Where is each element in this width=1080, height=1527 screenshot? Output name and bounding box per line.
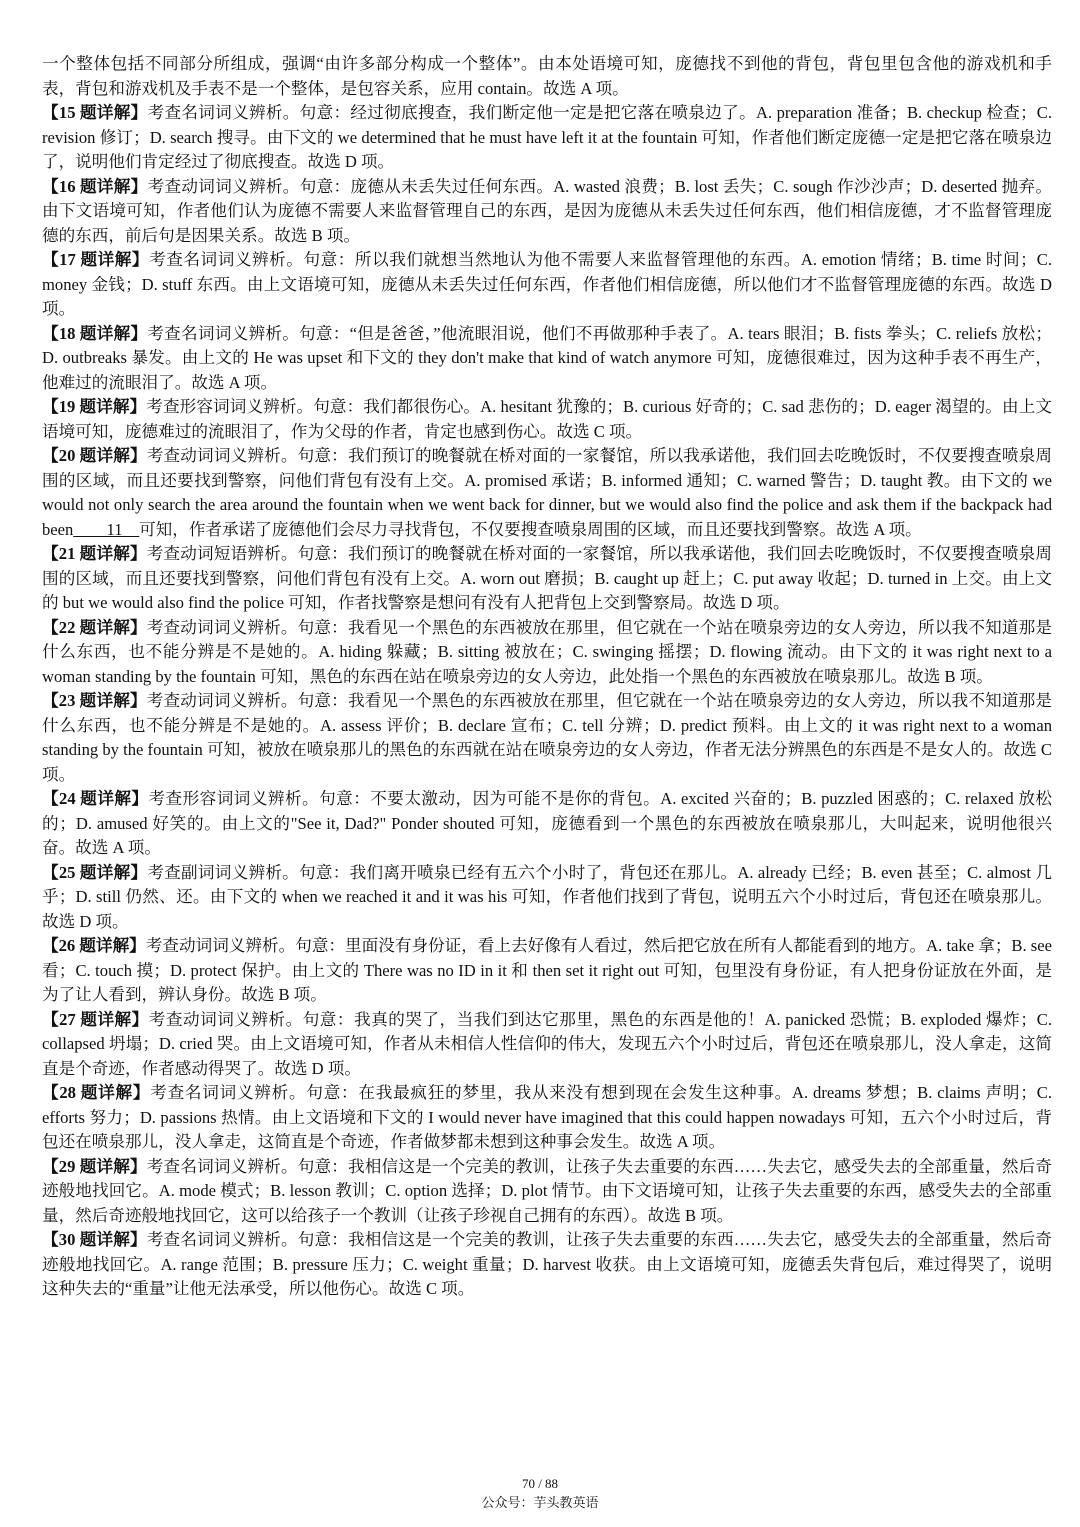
question-tag: 【26 题详解】 bbox=[42, 936, 146, 955]
explanation-text: 考查动词词义辨析。句意：我看见一个黑色的东西被放在那里，但它就在一个站在喷泉旁边的女人旁边，所以我不知道那是什么东西，也不能分辨是不是她的。A. hiding 躲藏；B. sitting 被放在；C. swinging 摇摆；D. flowing 流动。由下文的 it was right next to a woman standing by the fountain 可知，黑色的东西在站在喷泉旁边的女人旁边，此处指一个黑色的东西被放在喷泉那儿。故选 B 项。 bbox=[42, 617, 1052, 686]
document-body bbox=[42, 52, 1052, 1302]
explanation-text: 考查名词词义辨析。句意：我相信这是一个完美的教训，让孩子失去重要的东西……失去它，感受失去的全部重量，然后奇迹般地找回它。A. range 范围；B. pressure 压力；C. weight 重量；D. harvest 收获。由上文语境可知，庞德丢失背包后，难过得哭了，说明这种失去的“重量”让他无法承受，所以他伤心。故选 C 项。 bbox=[42, 1230, 1053, 1298]
explanation-25 bbox=[42, 861, 1052, 935]
explanation-21 bbox=[42, 542, 1052, 616]
explanation-text: 考查动词词义辨析。句意：庞德从未丢失过任何东西。A. wasted 浪费；B. lost 丢失；C. sough 作沙沙声；D. deserted 抛弃。由下文语境可知，作者他们认为庞德不需要人来监督管理自己的东西，是因为庞德从未丢失过任何东西，他们相信庞德，才不监督管理庞德的东西，前后句是因果关系。故选 B 项。 bbox=[42, 176, 1052, 245]
explanation-29 bbox=[42, 1155, 1052, 1229]
explanation-text: 考查动词词义辨析。句意：我看见一个黑色的东西被放在那里，但它就在一个站在喷泉旁边的女人旁边，所以我不知道那是什么东西，也不能分辨是不是她的。A. assess 评价；B. declare 宣布；C. tell 分辨；D. predict 预料。由上文的 it was right next to a woman standing by the fountain 可知，被放在喷泉那儿的黑色的东西就在站在喷泉旁边的女人旁边，作者无法分辨黑色的东西是不是女人的。故选 C 项。 bbox=[42, 691, 1052, 784]
explanation-17 bbox=[42, 248, 1052, 322]
intro-paragraph: 一个整体包括不同部分所组成，强调“由许多部分构成一个整体”。由本处语境可知，庞德找不到他的背包，背包里包含他的游戏机和手表，背包和游戏机及手表不是一个整体，是包容关系，应用 contain。故选 A 项。 bbox=[42, 54, 1052, 98]
explanation-text-after: 可知，作者承诺了庞德他们会尽力寻找背包，不仅要搜查喷泉周围的区域，而且还要找到警察。故选 A 项。 bbox=[139, 519, 922, 539]
question-tag: 【30 题详解】 bbox=[42, 1230, 147, 1249]
question-tag: 【18 题详解】 bbox=[42, 323, 148, 343]
question-tag: 【16 题详解】 bbox=[42, 176, 148, 196]
question-tag: 【15 题详解】 bbox=[42, 103, 148, 122]
explanation-19 bbox=[42, 395, 1052, 444]
explanation-text: 考查名词词义辨析。句意：我相信这是一个完美的教训，让孩子失去重要的东西……失去它，感受失去的全部重量，然后奇迹般地找回它。A. mode 模式；B. lesson 教训；C. option 选择；D. plot 情节。由下文语境可知，让孩子失去重要的东西，感受失去的全部重量，然后奇迹般地找回它，这可以给孩子一个教训（让孩子珍视自己拥有的东西）。故选 B 项。 bbox=[42, 1156, 1053, 1225]
page-number: 70 / 88 bbox=[521, 1476, 559, 1491]
explanation-27 bbox=[42, 1008, 1052, 1082]
explanation-text: 考查动词短语辨析。句意：我们预订的晚餐就在桥对面的一家餐馆，所以我承诺他，我们回去吃晚饭时，不仅要搜查喷泉周围的区域，而且还要找到警察，问他们背包有没有上交。A. worn out 磨损；B. caught up 赶上；C. put away 收起；D. turned in 上交。由上文的 but we would also find the police 可知，作者找警察是想问有没有人把背包上交到警察局。故选 D 项。 bbox=[42, 544, 1052, 612]
explanation-text: 考查副词词义辨析。句意：我们离开喷泉已经有五六个小时了，背包还在那儿。A. already 已经；B. even 甚至；C. almost 几乎；D. still 仍然、还。由下文的 when we reached it and it was his 可知，作者他们找到了背包，说明五六个小时过后，背包还在喷泉那儿。故选 D 项。 bbox=[42, 862, 1052, 931]
footer-account: 公众号：芋头教英语 bbox=[481, 1495, 599, 1510]
explanation-20 bbox=[42, 444, 1052, 542]
explanation-text: 考查名词词义辨析。句意：在我最疯狂的梦里，我从来没有想到现在会发生这种事。A. dreams 梦想；B. claims 声明；C. efforts 努力；D. passions 热情。由上文语境和下文的 I would never have imagined that this could happen nowadays 可知，五六个小时过后，背包还在喷泉那儿，没人拿走，这简直是个奇迹，作者做梦都未想到这种事会发生。故选 A 项。 bbox=[42, 1083, 1053, 1151]
explanation-23 bbox=[42, 689, 1052, 787]
explanation-24 bbox=[42, 787, 1052, 861]
answer-blank: ____11__ bbox=[73, 519, 140, 539]
question-tag: 【27 题详解】 bbox=[42, 1009, 149, 1029]
explanation-text: 考查名词词义辨析。句意：所以我们就想当然地认为他不需要人来监督管理他的东西。A. emotion 情绪；B. time 时间；C. money 金钱；D. stuff 东西。由上文语境可知，庞德从未丢失过任何东西，作者他们相信庞德，所以他们才不监督管理庞德的东西。故选 D 项。 bbox=[42, 250, 1052, 318]
explanation-text: 考查动词词义辨析。句意：我真的哭了，当我们到达它那里，黑色的东西是他的！A. panicked 恐慌；B. exploded 爆炸；C. collapsed 坍塌；D. cried 哭。由上文语境可知，作者从未相信人性信仰的伟大，发现五六个小时过后，背包还在喷泉那儿，没人拿走，这简直是个奇迹，作者感动得哭了。故选 D 项。 bbox=[42, 1009, 1053, 1078]
explanation-text: 考查动词词义辨析。句意：里面没有身份证，看上去好像有人看过，然后把它放在所有人都能看到的地方。A. take 拿；B. see 看；C. touch 摸；D. protect 保护。由上文的 There was no ID in it 和 then set it right out 可知，包里没有身份证，有人把身份证放在外面，是为了让人看到，辨认身份。故选 B 项。 bbox=[42, 936, 1052, 1004]
question-tag: 【20 题详解】 bbox=[42, 446, 147, 465]
question-tag: 【21 题详解】 bbox=[42, 544, 147, 563]
question-tag: 【19 题详解】 bbox=[42, 397, 147, 416]
explanation-text: 考查形容词词义辨析。句意：我们都很伤心。A. hesitant 犹豫的；B. curious 好奇的；C. sad 悲伤的；D. eager 渴望的。由上文语境可知，庞德难过的流眼泪了，作为父母的作者，肯定也感到伤心。故选 C 项。 bbox=[42, 397, 1052, 441]
explanation-text: 考查名词词义辨析。句意：经过彻底搜查，我们断定他一定是把它落在喷泉边了。A. preparation 准备；B. checkup 检查；C. revision 修订；D. search 搜寻。由下文的 we determined that he must have left it at the fountain 可知，作者他们断定庞德一定是把它落在喷泉边了，说明他们肯定经过了彻底搜查。故选 D 项。 bbox=[42, 103, 1052, 171]
question-tag: 【23 题详解】 bbox=[42, 691, 147, 710]
explanation-22 bbox=[42, 616, 1052, 690]
explanation-16 bbox=[42, 175, 1052, 249]
question-tag: 【17 题详解】 bbox=[42, 250, 150, 269]
explanation-28 bbox=[42, 1081, 1052, 1155]
question-tag: 【22 题详解】 bbox=[42, 617, 147, 637]
explanation-15 bbox=[42, 101, 1052, 175]
explanation-text: 考查动词词义辨析。句意：我们预订的晚餐就在桥对面的一家餐馆，所以我承诺他，我们回去吃晚饭时，不仅要搜查喷泉周围的区域，而且还要找到警察，问他们背包有没有上交。A. promised 承诺；B. informed 通知；C. warned 警告；D. taught 教。由下文的 we would not only search the area around the fountain when we went back for dinner, but we would also find the police and ask them if the backpack had been bbox=[42, 446, 1052, 539]
explanation-text: 考查名词词义辨析。句意：“但是爸爸，”他流眼泪说，他们不再做那种手表了。A. tears 眼泪；B. fists 拳头；C. reliefs 放松；D. outbreaks 暴发。由上文的 He was upset 和下文的 they don't make that kind of watch anymore 可知，庞德很难过，因为这种手表不再生产，他难过的流眼泪了。故选 A 项。 bbox=[42, 323, 1052, 392]
explanation-text: 考查形容词词义辨析。句意：不要太激动，因为可能不是你的背包。A. excited 兴奋的；B. puzzled 困惑的；C. relaxed 放松的；D. amused 好笑的。由上文的"See it, Dad?" Ponder shouted 可知，庞德看到一个黑色的东西被放在喷泉那儿，大叫起来，说明他很兴奋。故选 A 项。 bbox=[42, 789, 1052, 857]
explanation-26 bbox=[42, 934, 1052, 1008]
explanation-30 bbox=[42, 1228, 1052, 1302]
question-tag: 【29 题详解】 bbox=[42, 1156, 147, 1176]
question-tag: 【24 题详解】 bbox=[42, 789, 149, 808]
explanation-18 bbox=[42, 322, 1052, 396]
question-tag: 【28 题详解】 bbox=[42, 1083, 151, 1102]
question-tag: 【25 题详解】 bbox=[42, 862, 148, 882]
